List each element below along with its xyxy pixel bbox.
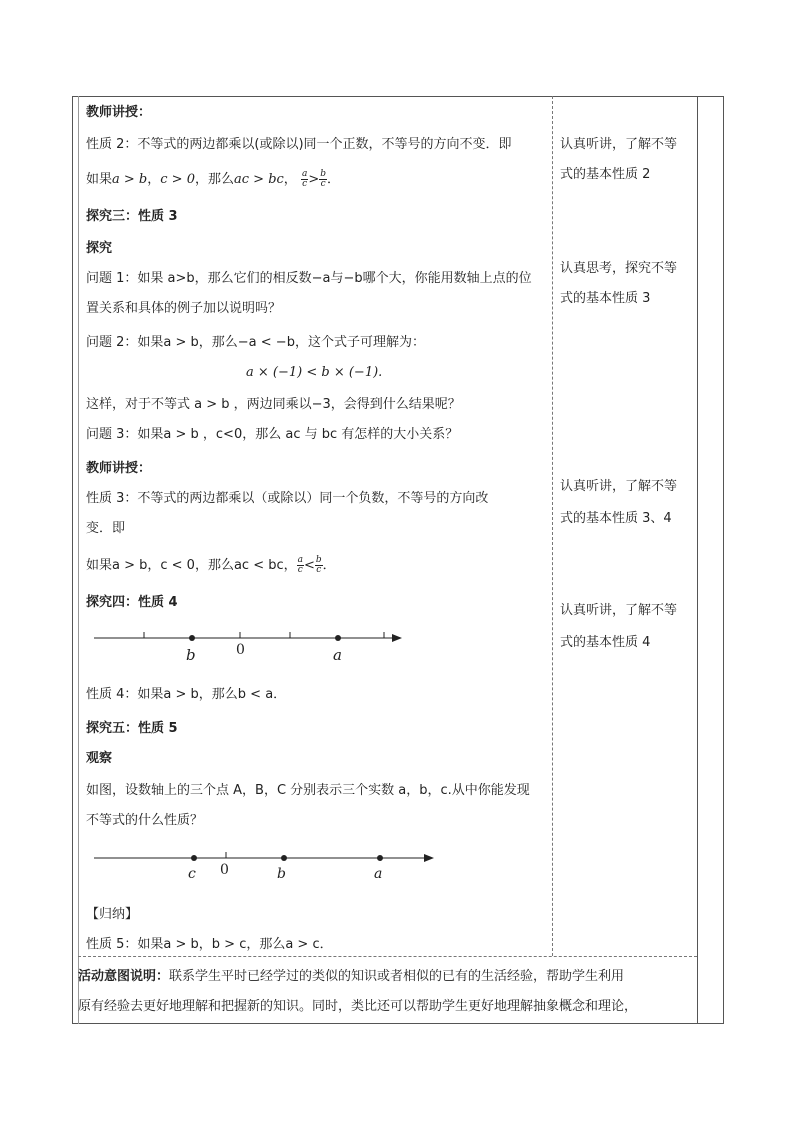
side-note-1-line1: 认真听讲，了解不等 <box>560 137 678 152</box>
question2-line1: 问题 2：如果a > b，那么−a < −b，这个式子可理解为： <box>86 335 425 350</box>
explore-label: 探究 <box>86 241 113 256</box>
explore3-heading: 探究三：性质 3 <box>86 209 178 224</box>
question1-line1: 问题 1：如果 a>b，那么它们的相反数−a与−b哪个大，你能用数轴上点的位 <box>86 271 532 286</box>
side-note-4-line2: 式的基本性质 4 <box>560 635 651 650</box>
label-0-2: 0 <box>220 862 229 878</box>
question2-line2: 这样，对于不等式 a > b ，两边同乘以−3，会得到什么结果呢？ <box>86 397 461 412</box>
table-left-border <box>72 96 73 1024</box>
explore4-heading: 探究四：性质 4 <box>86 595 178 610</box>
side-note-3-line2: 式的基本性质 3、4 <box>560 511 672 526</box>
side-note-4-line1: 认真听讲，了解不等 <box>560 603 678 618</box>
label-b2: b <box>277 866 286 882</box>
activity-intent-line2: 原有经验去更好地理解和把握新的知识。同时，类比还可以帮助学生更好地理解抽象概念和理论， <box>78 999 638 1014</box>
column-divider <box>552 96 553 956</box>
question1-line2: 置关系和具体的例子加以说明吗？ <box>86 301 282 316</box>
label-c: c <box>188 866 196 882</box>
explore5-heading: 探究五：性质 5 <box>86 721 178 736</box>
property3-line2: 变．即 <box>86 521 126 536</box>
side-note-1-line2: 式的基本性质 2 <box>560 167 651 182</box>
point-c <box>191 855 197 861</box>
summary-label: 【归纳】 <box>86 907 139 922</box>
side-note-2-line1: 认真思考，探究不等 <box>560 261 678 276</box>
table-bottom-border <box>72 1023 724 1024</box>
observe-line1: 如图，设数轴上的三个点 A，B，C 分别表示三个实数 a，b，c.从中你能发现 <box>86 783 530 798</box>
number-line-2 <box>86 842 446 886</box>
activity-intent-line1: 活动意图说明：联系学生平时已经学过的类似的知识或者相似的已有的生活经验，帮助学生利用 <box>78 969 625 984</box>
point-a2 <box>377 855 383 861</box>
point-a <box>335 635 341 641</box>
fraction-b-over-c-2: $\frac{b}{c}$ <box>315 555 322 575</box>
property3-line1: 性质 3：不等式的两边都乘以（或除以）同一个负数，不等号的方向改 <box>86 491 489 506</box>
teacher-lecture-heading: 教师讲授： <box>86 105 152 120</box>
property5-line: 性质 5：如果a > b，b > c，那么a > c． <box>86 937 333 952</box>
left-gutter-line <box>78 96 79 1024</box>
property2-text: 性质 2：不等式的两边都乘以(或除以)同一个正数，不等号的方向不变．即 <box>86 137 512 152</box>
fraction-a-over-c-2: $\frac{a}{c}$ <box>297 555 303 575</box>
point-b2 <box>281 855 287 861</box>
question2-formula: a × (−1) < b × (−1). <box>246 365 383 380</box>
table-inner-border <box>697 96 698 1024</box>
label-0: 0 <box>236 642 245 658</box>
property4-line: 性质 4：如果a > b，那么b < a． <box>86 687 287 702</box>
row-divider <box>78 956 697 957</box>
side-note-2-line2: 式的基本性质 3 <box>560 291 651 306</box>
label-b: b <box>186 646 196 664</box>
property2-formula: 如果a > b，c > 0，那么ac > bc， $\frac{a}{c}$ > $\frac{b}{c}$ ． <box>86 169 341 189</box>
property3-formula: 如果a > b，c < 0，那么ac < bc， $\frac{a}{c}$ < $\frac{b}{c}$ ． <box>86 555 336 575</box>
observe-label: 观察 <box>86 751 113 766</box>
point-b <box>189 635 195 641</box>
table-top-border <box>72 96 724 97</box>
observe-line2: 不等式的什么性质？ <box>86 813 204 828</box>
label-a2: a <box>374 866 383 882</box>
teacher-lecture-heading-2: 教师讲授： <box>86 461 152 476</box>
label-a: a <box>333 646 342 664</box>
question3-line: 问题 3：如果a > b ，c<0，那么 ac 与 bc 有怎样的大小关系？ <box>86 427 459 442</box>
fraction-b-over-c: $\frac{b}{c}$ <box>320 169 326 189</box>
table-right-border <box>723 96 724 1024</box>
side-note-3-line1: 认真听讲，了解不等 <box>560 479 678 494</box>
number-line-1 <box>86 622 416 670</box>
fraction-a-over-c: $\frac{a}{c}$ <box>301 169 308 189</box>
